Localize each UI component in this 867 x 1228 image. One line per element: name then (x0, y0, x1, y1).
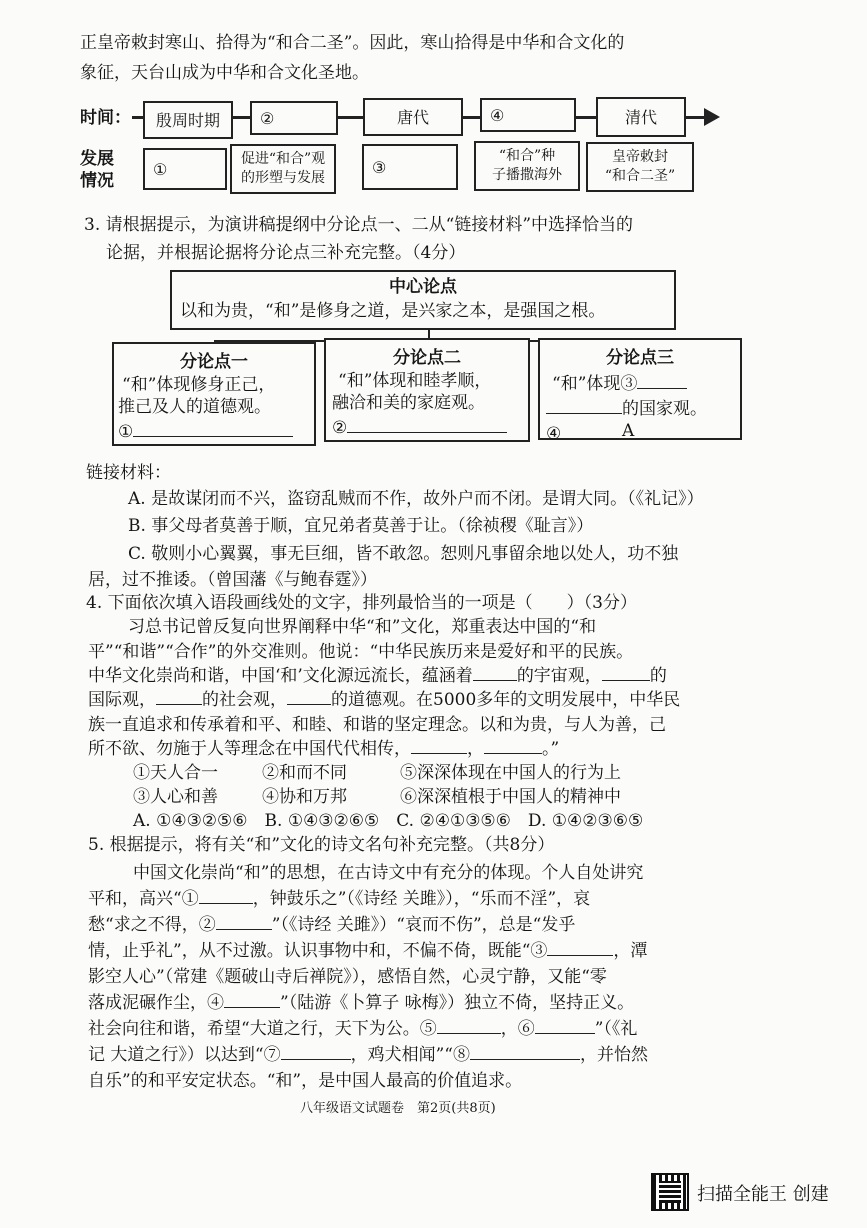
q5-line-3-a: 愁“求之不得，② (88, 915, 216, 935)
timeline-period-2: ② (250, 101, 338, 135)
q5-blank-1 (199, 885, 253, 904)
material-b: B. 事父母者莫善于顺，宜兄弟者莫善于让。（徐祯稷《耻言》） (128, 516, 594, 536)
intro-line-2: 象征，天台山成为中华和合文化圣地。 (80, 63, 369, 83)
q4-p6-c: 。” (542, 739, 560, 759)
q5-blank-7 (281, 1041, 351, 1060)
q4-blank-5 (411, 735, 467, 754)
timeline-dev-1-text: ① (153, 159, 168, 179)
center-argument-text: 以和为贵，“和”是修身之道，是兴家之本，是强国之根。 (180, 301, 606, 321)
q4-option-1: ①天人合一 (133, 763, 218, 783)
q4-blank-4 (287, 686, 331, 705)
sub-argument-1-blank (133, 418, 293, 437)
q5-line-1: 中国文化崇尚“和”的思想，在古诗文中有充分的体现。个人自处讲究 (133, 863, 644, 883)
q5-line-6-b: ”（陆游《卜算子 咏梅》）独立不倚，坚持正义。 (280, 993, 635, 1013)
sub-argument-1-line-2: 推己及人的道德观。 (118, 397, 271, 417)
q4-p4-b: 的社会观， (202, 690, 287, 710)
material-a: A. 是故谋闭而不兴，盗窃乱贼而不作，故外户而不闭。是谓大同。（《礼记》） (128, 489, 704, 509)
timeline-dev-5-line-2: “和合二圣” (604, 168, 676, 184)
sub-argument-2-line-1: “和”体现和睦孝顺， (338, 371, 492, 391)
sub-argument-3-line-2-text: 的国家观。 (622, 399, 707, 419)
sub-argument-3-blank-3-cont (546, 395, 622, 414)
material-c-line-1: C. 敬则小心翼翼，事无巨细，皆不敢忽。恕则凡事留余地以处人，功不独 (128, 544, 679, 564)
q5-line-2-a: 平和，高兴“① (88, 889, 199, 909)
scanner-watermark: 扫描全能王 创建 (697, 1184, 829, 1205)
q4-p4-c: 的道德观。在5000多年的文明发展中，中华民 (331, 690, 681, 710)
q4-p6-b: ， (467, 739, 484, 759)
q4-option-6: ⑥深深植根于中国人的精神中 (400, 787, 621, 807)
q4-option-5: ⑤深深体现在中国人的行为上 (400, 763, 621, 783)
q5-title: 5. 根据提示，将有关“和”文化的诗文名句补充完整。（共8分） (88, 835, 555, 855)
timeline-dev-2-line-1: 促进“和合”观 (240, 151, 326, 167)
sub-argument-2-blank-row (326, 414, 528, 439)
q5-line-4-a: 情，止乎礼”，从不过激。认识事物中和，不偏不倚，既能“③ (88, 941, 548, 961)
sub-argument-3-line-1 (540, 370, 740, 395)
sub-argument-3-blank-label: ④ (546, 424, 562, 444)
q5-blank-2 (216, 911, 272, 930)
q5-line-8-a: 记 大道之行》）以达到“⑦ (88, 1045, 281, 1065)
qr-code-icon (651, 1173, 689, 1211)
sub-argument-1-blank-row (114, 418, 314, 443)
sub-argument-3-box (538, 338, 742, 444)
q4-blank-2 (602, 662, 650, 681)
timeline-dev-1 (143, 148, 227, 190)
q4-option-2: ②和而不同 (262, 763, 347, 783)
q4-p5: 族一直追求和传承着和平、和睦、和谐的坚定理念。以和为贵，与人为善，己 (88, 715, 666, 735)
timeline-dev-label-2: 情况 (80, 171, 114, 191)
sub-argument-1-blank-label: ① (118, 422, 134, 442)
timeline-period-1: 殷周时期 (143, 101, 233, 139)
q5-blank-3 (547, 937, 613, 956)
material-c-line-2: 居，过不推诿。（曾国藩《与鲍春霆》） (88, 570, 377, 590)
center-argument-title: 中心论点 (389, 277, 457, 297)
q5-line-7-b: ，⑥ (500, 1019, 535, 1039)
sub-argument-3-blank (561, 420, 721, 439)
q4-p1: 习总书记曾反复向世界阐释中华“和”文化，郑重表达中国的“和 (128, 617, 597, 637)
qr-code-inner (659, 1181, 681, 1203)
q5-line-6-a: 落成泥碾作尘，④ (88, 993, 224, 1013)
timeline-dev-5-line-1: 皇帝敕封 (612, 149, 668, 165)
timeline-dev-3-text: ③ (372, 157, 387, 177)
intro-line-1: 正皇帝敕封寒山、拾得为“和合二圣”。因此，寒山拾得是中华和合文化的 (80, 33, 625, 53)
q5-line-4-b: ，潭 (613, 941, 648, 961)
q4-choices: A. ①④③②⑤⑥ B. ①④③②⑥⑤ C. ②④①③⑤⑥ D. ①④②③⑥⑤ (133, 811, 644, 831)
q4-blank-6 (484, 735, 542, 754)
timeline-dev-label-1: 发展 (80, 149, 114, 169)
sub-argument-1-line-1: “和”体现修身正己， (122, 375, 276, 395)
sub-argument-1-box (112, 342, 316, 446)
sub-argument-2-title: 分论点二 (393, 348, 461, 368)
sub-argument-1-title: 分论点一 (180, 352, 248, 372)
sub-argument-3-title: 分论点三 (606, 348, 674, 368)
sub-argument-2-blank-label: ② (332, 418, 348, 438)
q3-line-2: 论据，并根据论据将分论点三补充完整。（4分） (106, 243, 466, 263)
timeline-dev-4-line-1: “和合”种 (498, 148, 556, 164)
sub-argument-2-blank (347, 414, 507, 433)
sub-argument-3-blank-3 (637, 370, 687, 389)
q4-p3-a: 中华文化崇尚和谐，中国‘和’文化源远流长，蕴涵着 (88, 666, 473, 686)
timeline-period-5: 清代 (596, 97, 686, 137)
q5-line-7-c: ”（《礼 (594, 1019, 638, 1039)
timeline-dev-5 (586, 142, 694, 192)
q5-line-3-b: ”（《诗经 关雎》）“哀而不伤”，总是“发乎 (271, 915, 576, 935)
timeline-arrow-icon (704, 108, 720, 126)
q5-line-2-b: ，钟鼓乐之”（《诗经 关雎》），“乐而不淫”，哀 (252, 889, 591, 909)
q4-p3-c: 的 (649, 666, 667, 686)
q3-line-1: 3. 请根据提示，为演讲稿提纲中分论点一、二从“链接材料”中选择恰当的 (84, 215, 634, 235)
timeline-time-label: 时间： (80, 108, 131, 128)
timeline-period-3: 唐代 (363, 98, 463, 136)
sub-argument-2-line-2: 融洽和美的家庭观。 (332, 393, 485, 413)
sub-argument-3-line-2 (540, 395, 740, 420)
q4-p2: 平”“和谐”“合作”的外交准则。他说：“中华民族历来是爱好和平的民族。 (88, 642, 634, 662)
timeline-period-4: ④ (480, 98, 576, 132)
materials-title: 链接材料： (86, 463, 171, 483)
q5-line-5: 影空人心”（常建《题破山寺后禅院》），感悟自然，心灵宁静，又能“零 (88, 967, 607, 987)
q5-blank-4 (224, 989, 280, 1008)
q5-line-9: 自乐”的和平安定状态。“和”，是中国人最高的价值追求。 (88, 1071, 523, 1091)
q5-blank-8 (470, 1041, 580, 1060)
q5-line-8-b: ，鸡犬相闻”“⑧ (350, 1045, 470, 1065)
q5-blank-5 (437, 1015, 501, 1034)
q4-option-3: ③人心和善 (133, 787, 218, 807)
timeline-dev-2-line-2: 的形塑与发展 (241, 170, 325, 186)
q4-title: 4. 下面依次填入语段画线处的文字，排列最恰当的一项是（ ）（3分） (86, 593, 637, 613)
q4-p3-b: 的宇宙观， (516, 666, 602, 686)
q5-line-8-c: ，并怡然 (580, 1045, 648, 1065)
sub-argument-3-blank-extra: A (622, 421, 635, 441)
q4-blank-3 (156, 686, 202, 705)
q4-blank-1 (473, 662, 517, 681)
q4-option-4: ④协和万邦 (262, 787, 347, 807)
timeline-dev-4-line-2: 子播撒海外 (492, 167, 562, 183)
timeline-dev-2 (230, 144, 336, 194)
page-footer: 八年级语文试题卷 第2页(共8页) (300, 1101, 496, 1116)
center-argument-box (170, 270, 676, 330)
q5-blank-6 (535, 1015, 595, 1034)
q4-p4-a: 国际观， (88, 690, 156, 710)
timeline-dev-3 (362, 144, 458, 190)
q4-p6-a: 所不欲、勿施于人等理念在中国代代相传， (88, 739, 411, 759)
sub-argument-3-line-1-text: “和”体现③ (552, 374, 638, 394)
q5-line-7-a: 社会向往和谐，希望“大道之行，天下为公。⑤ (88, 1019, 437, 1039)
timeline-dev-4 (474, 141, 580, 191)
sub-argument-2-box (324, 338, 530, 442)
sub-argument-3-blank-row (540, 420, 740, 445)
